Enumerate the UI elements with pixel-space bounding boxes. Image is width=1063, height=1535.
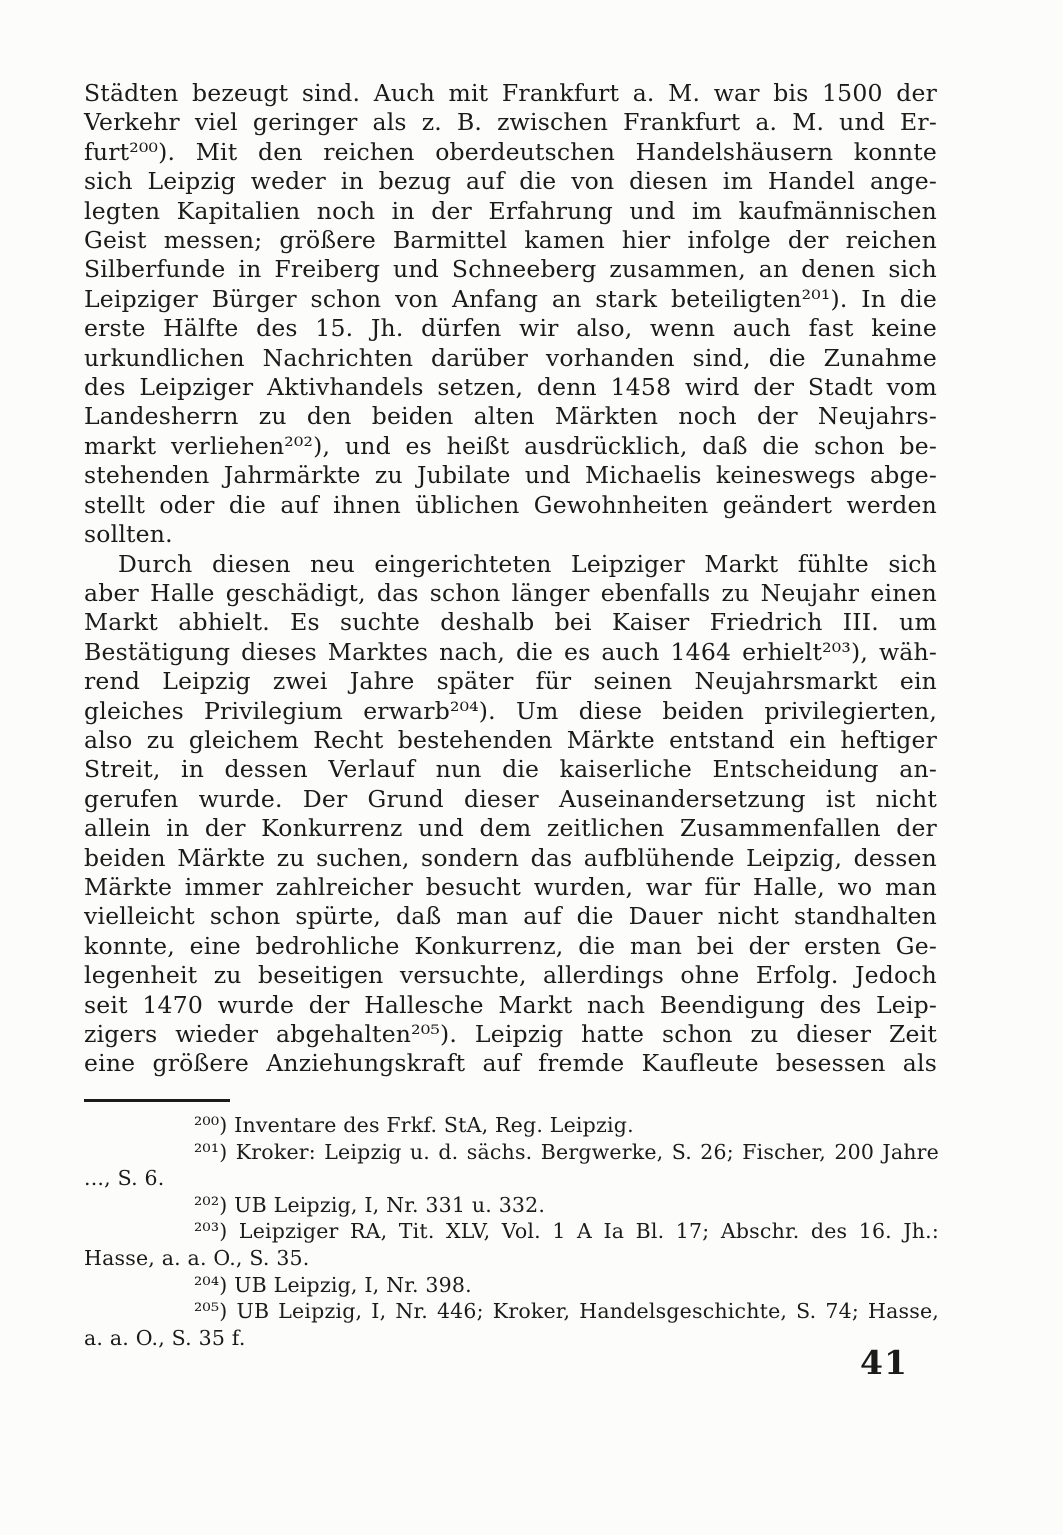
text-line: also zu gleichem Recht bestehenden Märkte entstand ein heftiger — [84, 725, 937, 754]
text-line: Märkte immer zahlreicher besucht wurden, war für Halle, wo man — [84, 872, 937, 901]
text-line: legenheit zu beseitigen versuchte, allerdings ohne Erfolg. Jedoch — [84, 961, 937, 990]
text-line: stellt oder die auf ihnen üblichen Gewohnheiten geändert werden — [84, 490, 937, 519]
text-line: beiden Märkte zu suchen, sondern das aufblühende Leipzig, dessen — [84, 843, 937, 872]
text-line: aber Halle geschädigt, das schon länger ebenfalls zu Neujahr einen — [84, 578, 937, 607]
text-line: Durch diesen neu eingerichteten Leipziger Markt fühlte sich — [118, 549, 937, 578]
text-line: zigers wieder abgehalten²⁰⁵). Leipzig hatte schon zu dieser Zeit — [84, 1020, 937, 1048]
text-line: Leipziger Bürger schon von Anfang an stark beteiligten²⁰¹). In die — [84, 284, 937, 313]
footnote-line: ²⁰⁵) UB Leipzig, I, Nr. 446; Kroker, Handelsgeschichte, S. 74; Hasse, — [194, 1299, 939, 1324]
footnote-line: ²⁰⁴) UB Leipzig, I, Nr. 398. — [194, 1272, 472, 1297]
footnote-line: ²⁰¹) Kroker: Leipzig u. d. sächs. Bergwerke, S. 26; Fischer, 200 Jahre — [194, 1139, 939, 1164]
text-line: Silberfunde in Freiberg und Schneeberg zusammen, an denen sich — [84, 255, 937, 284]
text-line: urkundlichen Nachrichten darüber vorhanden sind, die Zunahme — [84, 343, 937, 372]
text-line: des Leipziger Aktivhandels setzen, denn 1458 wird der Stadt vom — [84, 373, 937, 402]
footnote-line: a. a. O., S. 35 f. — [84, 1325, 246, 1350]
text-line: legten Kapitalien noch in der Erfahrung und im kaufmännischen — [84, 196, 937, 225]
text-line: gleiches Privilegium erwarb²⁰⁴). Um diese beiden privilegierten, — [84, 696, 937, 725]
text-line: allein in der Konkurrenz und dem zeitlichen Zusammenfallen der — [84, 814, 937, 843]
text-line: vielleicht schon spürte, daß man auf die Dauer nicht standhalten — [84, 902, 937, 931]
page-number: 41 — [860, 1343, 908, 1382]
text-line: Städten bezeugt sind. Auch mit Frankfurt a. M. war bis 1500 der — [84, 79, 937, 107]
text-line: sich Leipzig weder in bezug auf die von diesen im Handel ange- — [84, 167, 937, 196]
text-line: Markt abhielt. Es suchte deshalb bei Kaiser Friedrich III. um — [84, 608, 937, 637]
text-line: furt²⁰⁰). Mit den reichen oberdeutschen Handelshäusern konnte — [84, 137, 937, 166]
footnotes — [84, 1112, 939, 1351]
text-line: sollten. — [84, 520, 173, 549]
body-text — [84, 79, 937, 1079]
text-line: Geist messen; größere Barmittel kamen hier infolge der reichen — [84, 226, 937, 255]
text-line: konnte, eine bedrohliche Konkurrenz, die man bei der ersten Ge- — [84, 931, 937, 960]
footnote-line: ²⁰²) UB Leipzig, I, Nr. 331 u. 332. — [194, 1192, 546, 1217]
text-line: seit 1470 wurde der Hallesche Markt nach Beendigung des Leip- — [84, 990, 937, 1019]
footnote-separator — [84, 1099, 230, 1102]
footnote-line: Hasse, a. a. O., S. 35. — [84, 1245, 310, 1270]
paragraph — [84, 550, 937, 1079]
text-line: eine größere Anziehungskraft auf fremde Kaufleute besessen als — [84, 1049, 937, 1078]
footnote-line: ²⁰³) Leipziger RA, Tit. XLV, Vol. 1 A Ia Bl. 17; Abschr. des 16. Jh.: — [194, 1219, 939, 1244]
text-line: Landesherrn zu den beiden alten Märkten noch der Neujahrs- — [84, 402, 937, 431]
text-line: stehenden Jahrmärkte zu Jubilate und Michaelis keineswegs abge- — [84, 461, 937, 490]
text-line: gerufen wurde. Der Grund dieser Auseinandersetzung ist nicht — [84, 784, 937, 813]
text-line: markt verliehen²⁰²), und es heißt ausdrücklich, daß die schon be- — [84, 431, 937, 460]
footnote-line: ²⁰⁰) Inventare des Frkf. StA, Reg. Leipzig. — [194, 1113, 634, 1137]
text-line: erste Hälfte des 15. Jh. dürfen wir also, wenn auch fast keine — [84, 314, 937, 343]
text-line: Bestätigung dieses Marktes nach, die es auch 1464 erhielt²⁰³), wäh- — [84, 637, 937, 666]
text-line: rend Leipzig zwei Jahre später für seinen Neujahrsmarkt ein — [84, 667, 937, 696]
text-line: Verkehr viel geringer als z. B. zwischen Frankfurt a. M. und Er- — [84, 108, 937, 137]
footnote-line: ..., S. 6. — [84, 1166, 165, 1191]
paragraph — [84, 79, 937, 550]
text-line: Streit, in dessen Verlauf nun die kaiserliche Entscheidung an- — [84, 755, 937, 784]
